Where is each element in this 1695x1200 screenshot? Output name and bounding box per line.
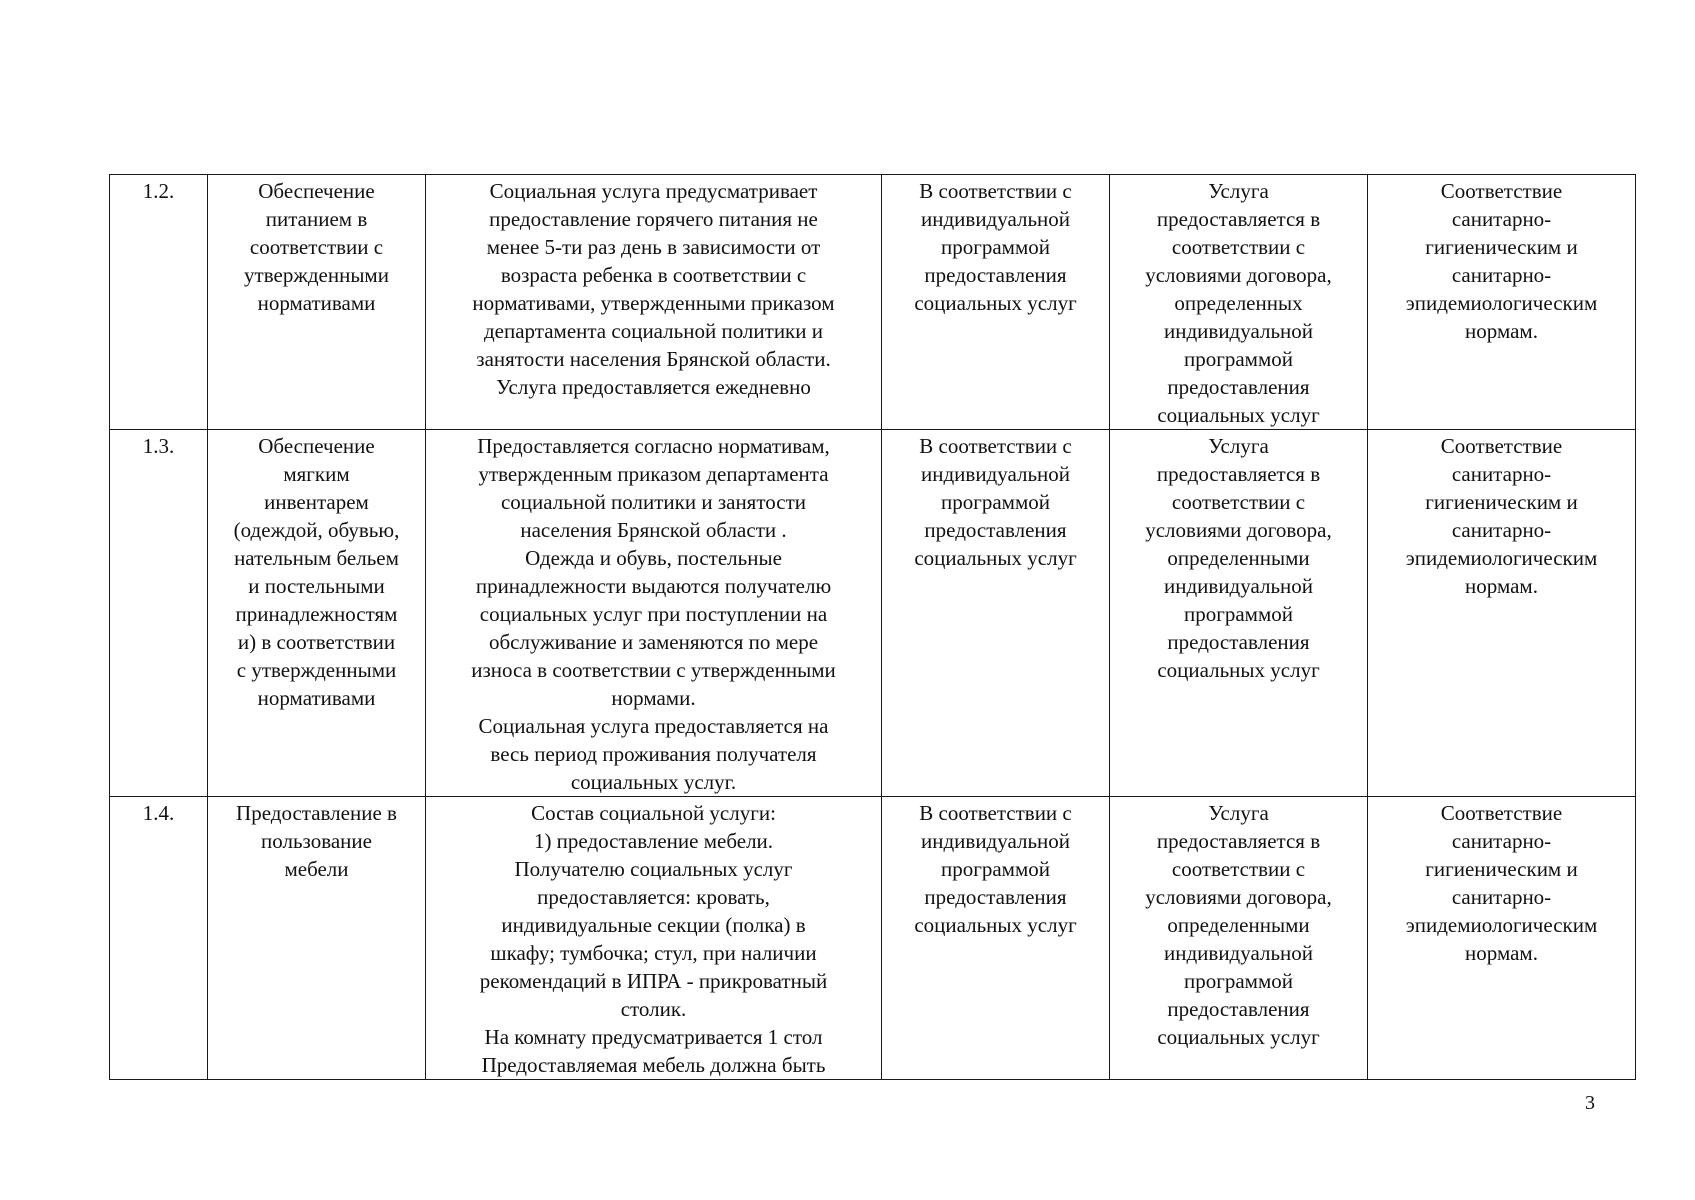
service-description: Предоставляется согласно нормативам, утвержденным приказом департамента социальной политики и занятости населения Брянской области . Одежда и обувь, постельные принадлежности выдаются получателю социальных услуг при поступлении на обслуживание и заменяются по мере износа в соответствии с утвержденными нормами. Социальная услуга предоставляется на весь период проживания получателя социальных услуг. xyxy=(426,430,882,797)
service-terms: Услуга предоставляется в соответствии с условиями договора, определенных индивидуальной программой предоставления социальных услуг xyxy=(1110,175,1368,430)
service-standards: Соответствие санитарно- гигиеническим и санитарно- эпидемиологическим нормам. xyxy=(1368,175,1636,430)
service-name: Обеспечение мягким инвентарем (одеждой, обувью, нательным бельем и постельными принадлежностям и) в соответствии с утвержденными нормативами xyxy=(208,430,426,797)
row-number: 1.4. xyxy=(110,797,208,1080)
service-volume: В соответствии с индивидуальной программой предоставления социальных услуг xyxy=(882,797,1110,1080)
service-name: Предоставление в пользование мебели xyxy=(208,797,426,1080)
service-terms: Услуга предоставляется в соответствии с условиями договора, определенными индивидуальной программой предоставления социальных услуг xyxy=(1110,430,1368,797)
service-volume: В соответствии с индивидуальной программой предоставления социальных услуг xyxy=(882,175,1110,430)
table-row xyxy=(110,175,1636,430)
table-row xyxy=(110,430,1636,797)
service-terms: Услуга предоставляется в соответствии с условиями договора, определенными индивидуальной программой предоставления социальных услуг xyxy=(1110,797,1368,1080)
table-row xyxy=(110,797,1636,1080)
service-description: Состав социальной услуги: 1) предоставление мебели. Получателю социальных услуг предоставляется: кровать, индивидуальные секции (полка) в шкафу; тумбочка; стул, при наличии рекомендаций в ИПРА - прикроватный столик. На комнату предусматривается 1 стол Предоставляемая мебель должна быть xyxy=(426,797,882,1080)
services-table xyxy=(109,174,1636,1080)
service-volume: В соответствии с индивидуальной программой предоставления социальных услуг xyxy=(882,430,1110,797)
service-description: Социальная услуга предусматривает предоставление горячего питания не менее 5-ти раз день в зависимости от возраста ребенка в соответствии с нормативами, утвержденными приказом департамента социальной политики и занятости населения Брянской области. Услуга предоставляется ежедневно xyxy=(426,175,882,430)
service-standards: Соответствие санитарно- гигиеническим и санитарно- эпидемиологическим нормам. xyxy=(1368,430,1636,797)
service-name: Обеспечение питанием в соответствии с утвержденными нормативами xyxy=(208,175,426,430)
row-number: 1.2. xyxy=(110,175,208,430)
service-standards: Соответствие санитарно- гигиеническим и санитарно- эпидемиологическим нормам. xyxy=(1368,797,1636,1080)
row-number: 1.3. xyxy=(110,430,208,797)
page-number: 3 xyxy=(1585,1092,1595,1114)
